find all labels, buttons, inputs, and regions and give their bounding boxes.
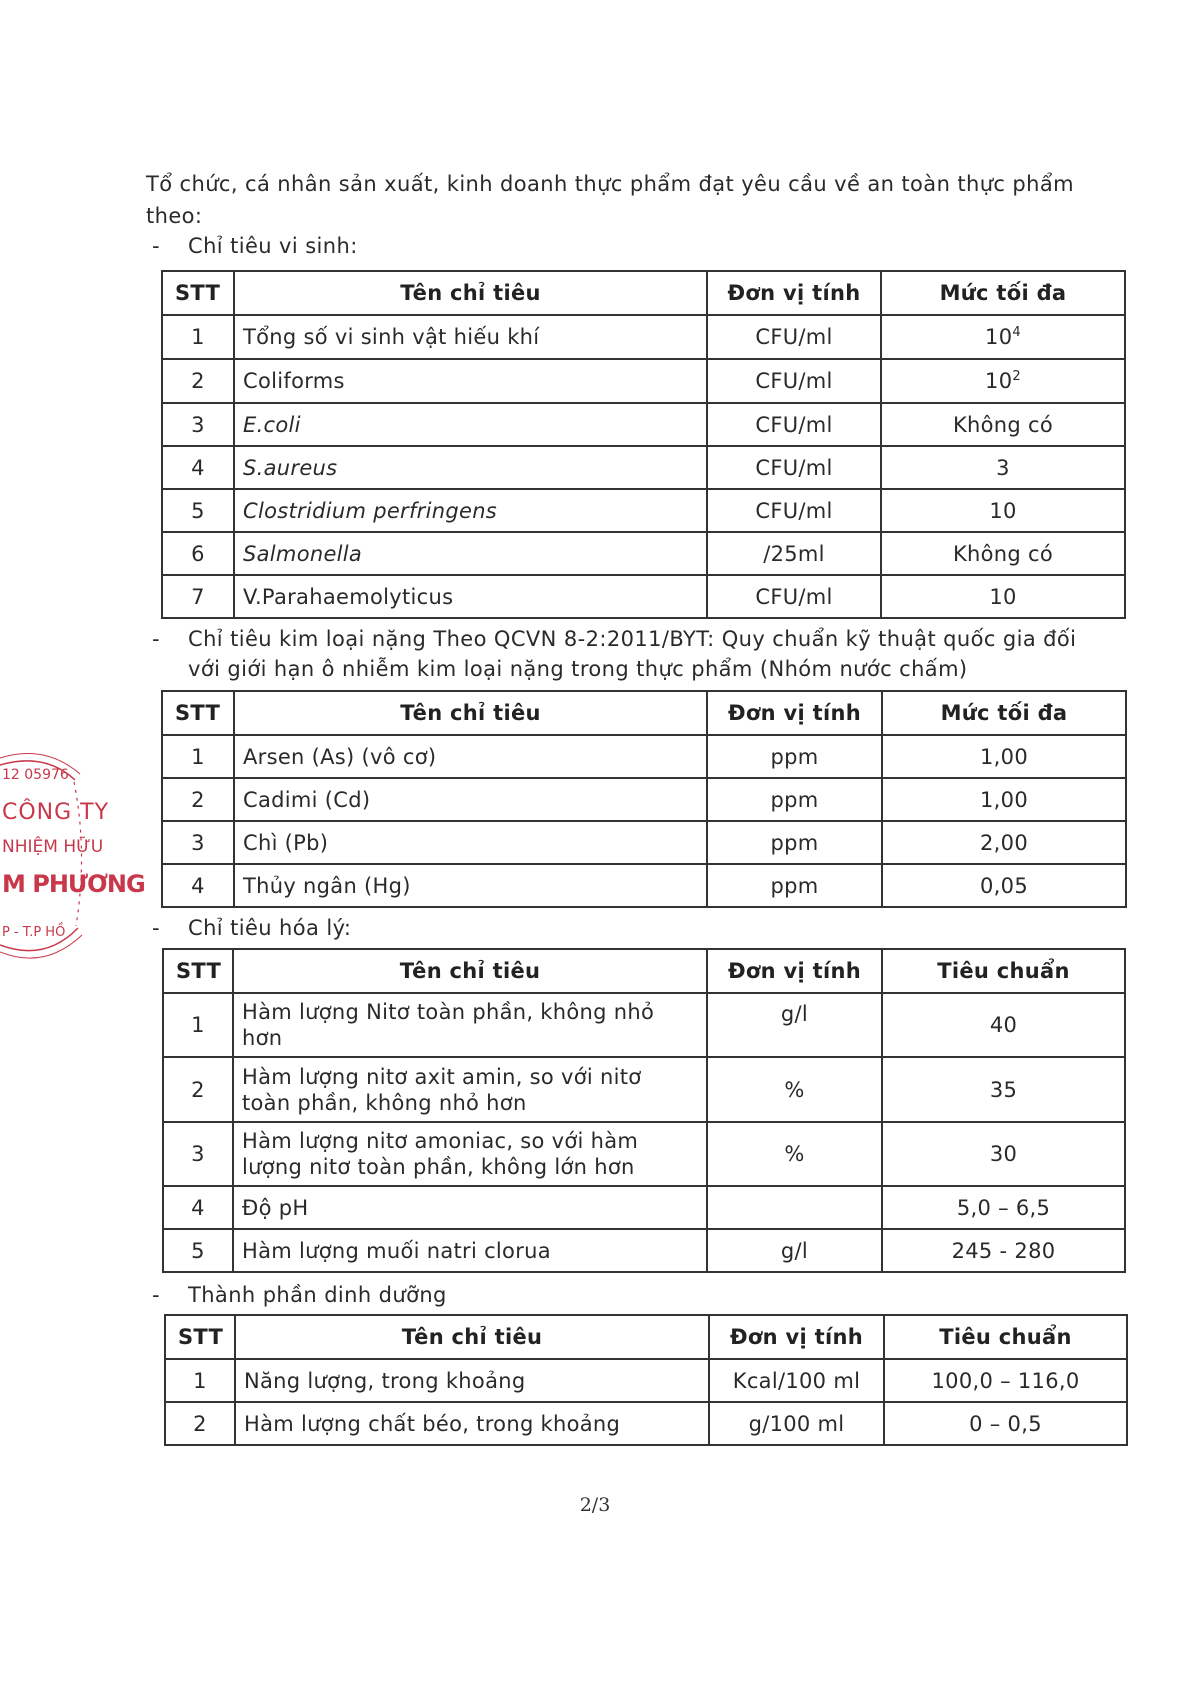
cell-unit: CFU/ml: [707, 489, 881, 532]
cell-unit: CFU/ml: [707, 446, 881, 489]
cell-std: 245 - 280: [882, 1229, 1125, 1272]
bullet-dash: -: [152, 916, 160, 940]
cell-stt: 2: [163, 1057, 233, 1122]
table-row: [162, 532, 1125, 575]
cell-name: Clostridium perfringens: [234, 489, 707, 532]
cell-max: 10: [881, 575, 1125, 618]
cell-stt: 2: [162, 778, 234, 821]
cell-name-line-2: lượng nitơ toàn phần, không lớn hơn: [242, 1155, 635, 1179]
cell-max: [881, 359, 1125, 403]
table-row: [162, 403, 1125, 446]
section-title: Thành phần dinh dưỡng: [188, 1283, 447, 1307]
cell-name: [233, 1057, 707, 1122]
cell-max: Không có: [881, 532, 1125, 575]
cell-stt: 4: [162, 864, 234, 907]
section-title: Chỉ tiêu hóa lý:: [188, 916, 352, 940]
cell-name: [233, 1122, 707, 1186]
cell-unit: ppm: [707, 735, 882, 778]
intro-line-1: Tổ chức, cá nhân sản xuất, kinh doanh thực phẩm đạt yêu cầu về an toàn thực phẩm: [146, 172, 1074, 196]
cell-stt: 7: [162, 575, 234, 618]
cell-max: 10: [881, 489, 1125, 532]
cell-name: Hàm lượng chất béo, trong khoảng: [235, 1402, 709, 1445]
cell-name: Chì (Pb): [234, 821, 707, 864]
table-row: [162, 489, 1125, 532]
cell-name: [233, 993, 707, 1057]
stamp-line-3: M PHƯƠNG: [2, 870, 145, 898]
cell-unit: Kcal/100 ml: [709, 1359, 884, 1402]
cell-unit: g/l: [707, 1229, 882, 1272]
intro-paragraph: [146, 168, 1096, 232]
col-header-unit: Đơn vị tính: [709, 1315, 884, 1359]
table-row: [162, 315, 1125, 359]
cell-name: Năng lượng, trong khoảng: [235, 1359, 709, 1402]
cell-unit: [707, 1186, 882, 1229]
cell-stt: 4: [162, 446, 234, 489]
cell-max: Không có: [881, 403, 1125, 446]
table-row: [163, 1229, 1125, 1272]
section-title-line-1: Chỉ tiêu kim loại nặng Theo QCVN 8-2:2011/BYT: Quy chuẩn kỹ thuật quốc gia đối: [188, 627, 1077, 651]
cell-max: 2,00: [882, 821, 1126, 864]
cell-max-base: 10: [985, 325, 1013, 349]
cell-std: 100,0 – 116,0: [884, 1359, 1127, 1402]
cell-name: Coliforms: [234, 359, 707, 403]
cell-name: V.Parahaemolyticus: [234, 575, 707, 618]
cell-stt: 1: [162, 315, 234, 359]
cell-name: S.aureus: [234, 446, 707, 489]
col-header-std: Tiêu chuẩn: [882, 949, 1125, 993]
table-row: [162, 864, 1126, 907]
cell-name-line-2: hơn: [242, 1026, 283, 1050]
metals-table: [161, 690, 1127, 908]
cell-stt: 5: [162, 489, 234, 532]
cell-unit: ppm: [707, 778, 882, 821]
table-row: [162, 778, 1126, 821]
cell-max-exponent: 2: [1012, 369, 1021, 384]
col-header-max: Mức tối đa: [882, 691, 1126, 735]
bullet-dash: -: [152, 627, 160, 651]
table-row: [162, 735, 1126, 778]
nutrition-table: [164, 1314, 1128, 1446]
section-microbio-heading: [152, 234, 358, 258]
table-row: [162, 446, 1125, 489]
col-header-unit: Đơn vị tính: [707, 691, 882, 735]
cell-unit: /25ml: [707, 532, 881, 575]
cell-unit: CFU/ml: [707, 359, 881, 403]
cell-name-line-1: Hàm lượng Nitơ toàn phần, không nhỏ: [242, 1000, 655, 1024]
cell-unit: g/100 ml: [709, 1402, 884, 1445]
cell-unit: %: [707, 1122, 882, 1186]
col-header-name: Tên chỉ tiêu: [235, 1315, 709, 1359]
col-header-stt: STT: [165, 1315, 235, 1359]
section-title: Chỉ tiêu vi sinh:: [188, 234, 358, 258]
col-header-name: Tên chỉ tiêu: [234, 271, 707, 315]
section-title-line-2: với giới hạn ô nhiễm kim loại nặng trong thực phẩm (Nhóm nước chấm): [188, 657, 968, 681]
microbio-table: [161, 270, 1126, 619]
cell-stt: 5: [163, 1229, 233, 1272]
cell-max: [881, 315, 1125, 359]
cell-unit: g/l: [707, 993, 882, 1057]
section-metals-heading: [152, 624, 1092, 684]
stamp-line-1: CÔNG TY: [2, 800, 110, 825]
cell-max: 0,05: [882, 864, 1126, 907]
cell-unit: ppm: [707, 864, 882, 907]
col-header-stt: STT: [162, 691, 234, 735]
cell-stt: 2: [165, 1402, 235, 1445]
table-row: [165, 1402, 1127, 1445]
cell-stt: 1: [163, 993, 233, 1057]
section-physchem-heading: [152, 916, 351, 940]
cell-name: Độ pH: [233, 1186, 707, 1229]
cell-stt: 3: [162, 403, 234, 446]
cell-std: 30: [882, 1122, 1125, 1186]
cell-unit: CFU/ml: [707, 575, 881, 618]
table-row: [162, 575, 1125, 618]
cell-std: 40: [882, 993, 1125, 1057]
section-nutrition-heading: [152, 1283, 447, 1307]
col-header-stt: STT: [163, 949, 233, 993]
cell-max-exponent: 4: [1012, 325, 1021, 340]
col-header-name: Tên chỉ tiêu: [234, 691, 707, 735]
stamp-line-2: NHIỆM HỮU: [2, 837, 104, 857]
table-row: [165, 1359, 1127, 1402]
table-row: [163, 1057, 1125, 1122]
bullet-dash: -: [152, 1283, 160, 1307]
cell-stt: 1: [165, 1359, 235, 1402]
cell-name: Arsen (As) (vô cơ): [234, 735, 707, 778]
cell-stt: 6: [162, 532, 234, 575]
cell-name-line-1: Hàm lượng nitơ axit amin, so với nitơ: [242, 1064, 642, 1089]
cell-name: Salmonella: [234, 532, 707, 575]
col-header-name: Tên chỉ tiêu: [233, 949, 707, 993]
cell-max: 3: [881, 446, 1125, 489]
table-header-row: [162, 691, 1126, 735]
cell-name: Tổng số vi sinh vật hiếu khí: [234, 315, 707, 359]
cell-max: 1,00: [882, 735, 1126, 778]
physchem-table: [162, 948, 1126, 1273]
cell-name: Cadimi (Cd): [234, 778, 707, 821]
cell-name-line-1: Hàm lượng nitơ amoniac, so với hàm: [242, 1129, 639, 1153]
table-row: [163, 1122, 1125, 1186]
stamp-line-4: P - T.P HỒ: [2, 925, 66, 940]
table-header-row: [163, 949, 1125, 993]
col-header-stt: STT: [162, 271, 234, 315]
cell-stt: 1: [162, 735, 234, 778]
cell-unit: CFU/ml: [707, 315, 881, 359]
cell-std: 0 – 0,5: [884, 1402, 1127, 1445]
company-stamp: [0, 740, 145, 965]
cell-name-line-2: toàn phần, không nhỏ hơn: [242, 1090, 527, 1115]
col-header-std: Tiêu chuẩn: [884, 1315, 1127, 1359]
table-row: [163, 993, 1125, 1057]
cell-unit: CFU/ml: [707, 403, 881, 446]
cell-unit: ppm: [707, 821, 882, 864]
col-header-unit: Đơn vị tính: [707, 271, 881, 315]
cell-std: 5,0 – 6,5: [882, 1186, 1125, 1229]
col-header-max: Mức tối đa: [881, 271, 1125, 315]
table-row: [163, 1186, 1125, 1229]
intro-line-2: theo:: [146, 204, 203, 228]
table-row: [162, 821, 1126, 864]
cell-stt: 4: [163, 1186, 233, 1229]
table-header-row: [162, 271, 1125, 315]
bullet-dash: -: [152, 234, 160, 258]
cell-max-base: 10: [985, 369, 1013, 393]
cell-unit: %: [707, 1057, 882, 1122]
cell-stt: 2: [162, 359, 234, 403]
col-header-unit: Đơn vị tính: [707, 949, 882, 993]
cell-name: Hàm lượng muối natri clorua: [233, 1229, 707, 1272]
cell-name: Thủy ngân (Hg): [234, 864, 707, 907]
cell-name: E.coli: [234, 403, 707, 446]
page-number: 2/3: [579, 1494, 611, 1516]
cell-std: 35: [882, 1057, 1125, 1122]
cell-stt: 3: [163, 1122, 233, 1186]
table-row: [162, 359, 1125, 403]
table-header-row: [165, 1315, 1127, 1359]
cell-stt: 3: [162, 821, 234, 864]
cell-max: 1,00: [882, 778, 1126, 821]
stamp-code: 12 05976: [2, 767, 69, 783]
